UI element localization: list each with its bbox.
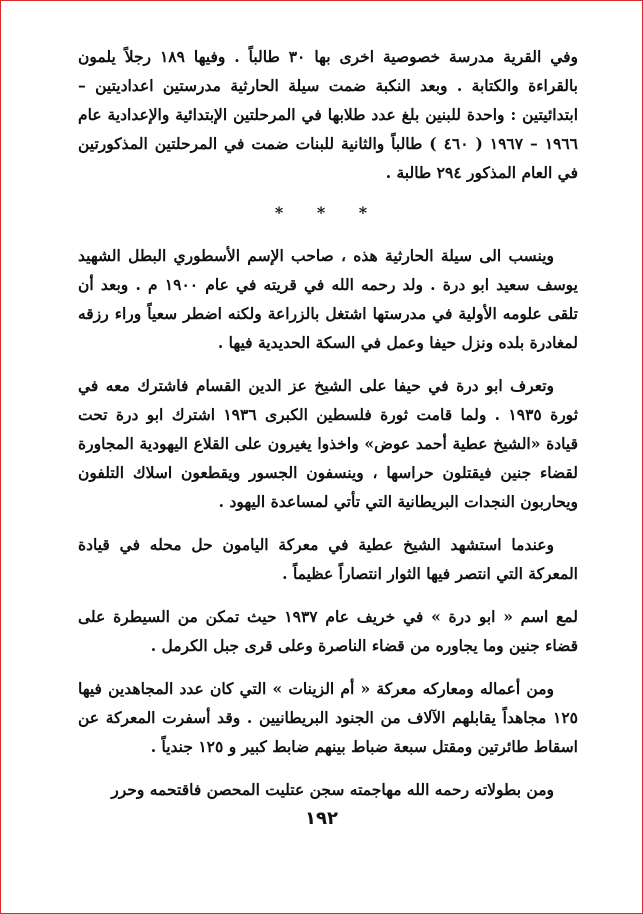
paragraph-umm-al-zinat: ومن أعماله ومعاركه معركة « أم الزينات » التي كان عدد المجاهدين فيها ١٢٥ مجاهداً يقابلهم الآلاف من الجنود البريطانيين . وقد أسفرت المعركة عن اسقاط طائرتين ومقتل سبعة ضباط بينهم ضابط كبير و ١٢٥ جندياً . [78, 679, 578, 756]
paragraph-atlit-prison: ومن بطولاته رحمه الله مهاجمته سجن عتليت المحصن فاقتحمه وحرر [111, 780, 554, 799]
paragraph-abu-durra-bio: وينسب الى سيلة الحارثية هذه ، صاحب الإسم الأسطوري البطل الشهيد يوسف سعيد ابو درة . ولد رحمه الله في قريته في عام ١٩٠٠ م . وبعد أن تلقى علومه الأولية في مدرستها اشتغل بالزراعة ولكنه اضطر سعياً وراء رزقه لمغادرة بلده ونزل حيفا وعمل في السكة الحديدية فيها . [78, 246, 578, 352]
page-body [78, 42, 578, 816]
page-number: ١٩٢ [305, 808, 338, 829]
section-separator: * * * [274, 203, 382, 222]
paragraph-yamoun-battle: وعندما استشهد الشيخ عطية في معركة اليامون حل محله في قيادة المعركة التي انتصر فيها الثوار انتصاراً عظيماً . [78, 535, 578, 583]
paragraph-qassam-revolt: وتعرف ابو درة في حيفا على الشيخ عز الدين القسام فاشترك معه في ثورة ١٩٣٥ . ولما قامت ثورة فلسطين الكبرى ١٩٣٦ اشترك ابو درة تحت قيادة «الشيخ عطية أحمد عوض» واخذوا يغيرون على القلاع اليهودية المجاورة لقضاء جنين فيقتلون حراسها ، وينسفون الجسور ويقطعون اسلاك التلفون ويحاربون النجدات البريطانية التي تأتي لمساعدة اليهود . [78, 376, 579, 511]
paragraph-village-schools: وفي القرية مدرسة خصوصية اخرى بها ٣٠ طالباً . وفيها ١٨٩ رجلاً يلمون بالقراءة والكتابة . وبعد النكبة ضمت سيلة الحارثية مدرستين اعداديتين – ابتدائيتين : واحدة للبنين بلغ عدد طلابها في المرحلتين الإبتدائية والإعدادية عام ١٩٦٦ – ١٩٦٧ ( ٤٦٠ ) طالباً والثانية للبنات ضمت في المرحلتين المذكورتين في العام المذكور ٢٩٤ طالبة . [78, 47, 579, 182]
paragraph-fame-1937: لمع اسم « ابو درة » في خريف عام ١٩٣٧ حيث تمكن من السيطرة على قضاء جنين وما يجاوره من قضاء الناصرة وعلى قرى جبل الكرمل . [78, 607, 578, 655]
